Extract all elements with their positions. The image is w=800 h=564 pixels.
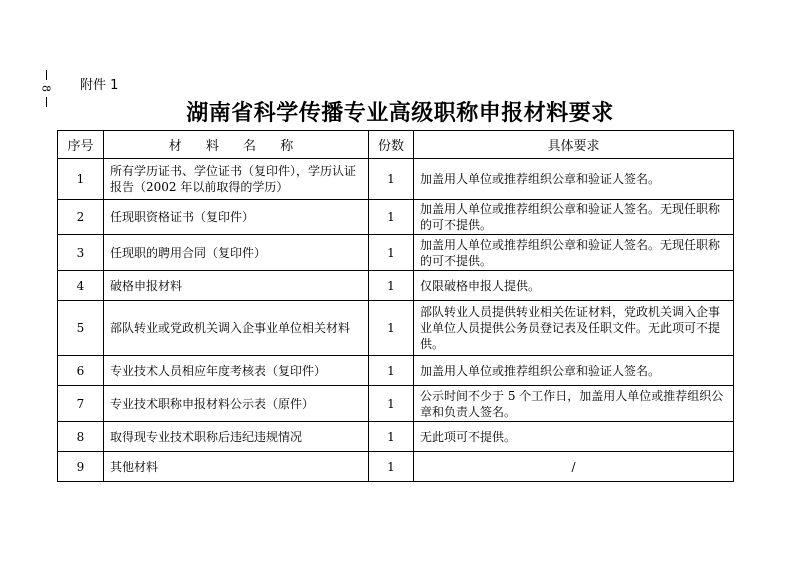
row-count: 1 [369,235,414,271]
row-count: 1 [369,422,414,452]
page-number-digit: 8 [39,85,53,92]
table-header-row [58,131,734,159]
row-requirement: 公示时间不少于 5 个工作日，加盖用人单位或推荐组织公章和负责人签名。 [414,386,734,422]
row-seq: 1 [58,159,104,200]
row-requirement: 加盖用人单位或推荐组织公章和验证人签名。无现任职称的可不提供。 [414,235,734,271]
row-material-name: 任现职资格证书（复印件） [104,200,369,235]
row-material-name: 专业技术职称申报材料公示表（原件） [104,386,369,422]
row-count: 1 [369,159,414,200]
row-requirement: 无此项可不提供。 [414,422,734,452]
table-row [58,422,734,452]
row-material-name: 其他材料 [104,452,369,482]
document-title: 湖南省科学传播专业高级职称申报材料要求 [186,100,614,126]
row-seq: 9 [58,452,104,482]
table-row [58,386,734,422]
requirements-table [57,130,734,482]
row-count: 1 [369,356,414,386]
table-row [58,235,734,271]
attachment-label: 附件 1 [80,78,119,93]
row-material-name: 专业技术人员相应年度考核表（复印件） [104,356,369,386]
row-count: 1 [369,301,414,356]
row-seq: 4 [58,271,104,301]
row-requirement: 仅限破格申报人提供。 [414,271,734,301]
table-row [58,271,734,301]
row-count: 1 [369,200,414,235]
row-seq: 6 [58,356,104,386]
row-requirement: / [414,452,734,482]
row-count: 1 [369,386,414,422]
row-material-name: 破格申报材料 [104,271,369,301]
table-row [58,356,734,386]
row-material-name: 部队转业或党政机关调入企事业单位相关材料 [104,301,369,356]
header-count: 份数 [369,131,414,159]
table-row [58,301,734,356]
table-row [58,200,734,235]
row-material-name: 所有学历证书、学位证书（复印件），学历认证报告（2002 年以前取得的学历） [104,159,369,200]
row-material-name: 取得现专业技术职称后违纪违规情况 [104,422,369,452]
row-requirement: 加盖用人单位或推荐组织公章和验证人签名。 [414,356,734,386]
row-seq: 5 [58,301,104,356]
row-count: 1 [369,271,414,301]
table-row [58,452,734,482]
table-row [58,159,734,200]
row-seq: 3 [58,235,104,271]
header-seq: 序号 [58,131,104,159]
row-seq: 2 [58,200,104,235]
row-seq: 7 [58,386,104,422]
row-requirement: 加盖用人单位或推荐组织公章和验证人签名。无现任职称的可不提供。 [414,200,734,235]
header-requirement: 具体要求 [414,131,734,159]
row-seq: 8 [58,422,104,452]
row-requirement: 加盖用人单位或推荐组织公章和验证人签名。 [414,159,734,200]
row-requirement: 部队转业人员提供转业相关佐证材料，党政机关调入企事业单位人员提供公务员登记表及任职文件。无此项可不提供。 [414,301,734,356]
header-material-name: 材 料 名 称 [104,131,369,159]
row-count: 1 [369,452,414,482]
row-material-name: 任现职的聘用合同（复印件） [104,235,369,271]
